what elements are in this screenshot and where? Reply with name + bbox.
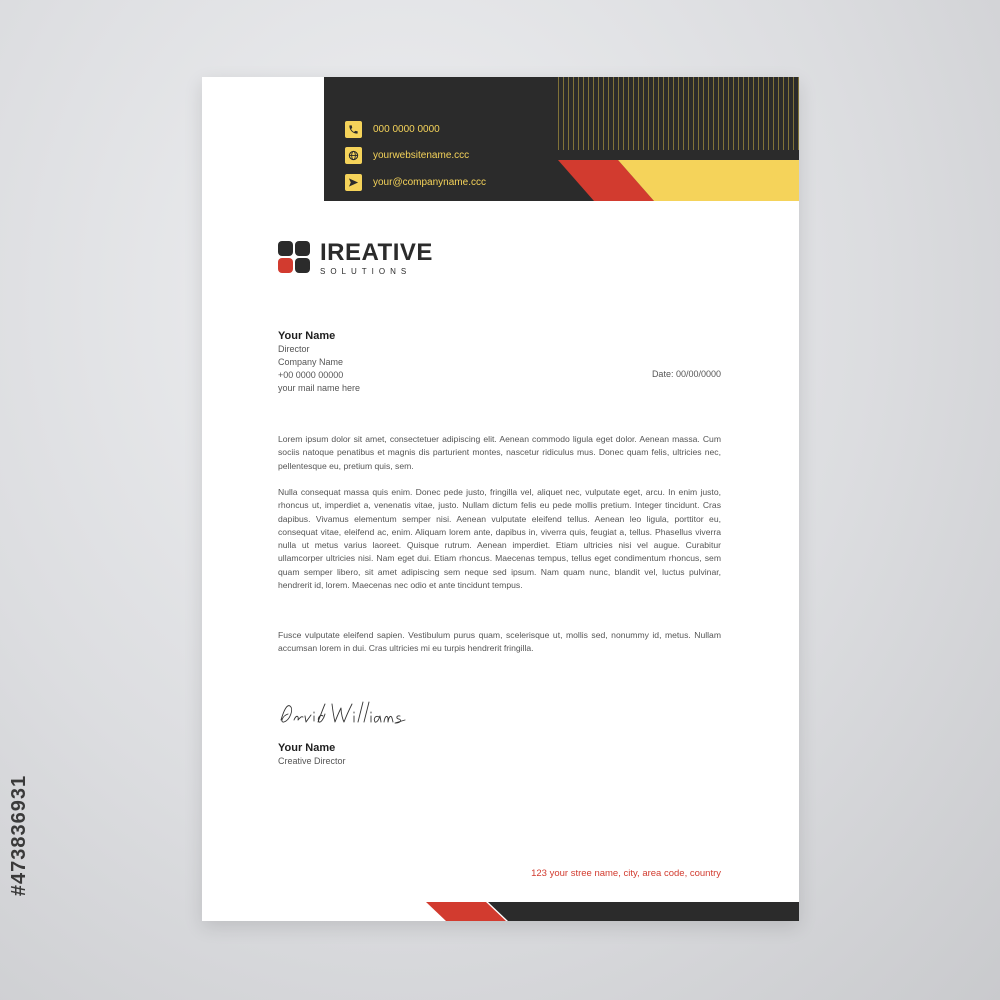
logo-mark-icon [278, 241, 310, 273]
company-address: 123 your stree name, city, area code, country [531, 868, 721, 879]
logo-title: IREATIVE [320, 239, 433, 266]
contact-phone-text: 000 0000 0000 [373, 124, 440, 135]
send-icon [345, 174, 362, 191]
body-paragraph-1: Lorem ipsum dolor sit amet, consectetuer adipiscing elit. Aenean commodo ligula eget dolor. Aenean massa. Cum sociis natoque penatibus et magnis dis parturient montes, nascetur ridiculus mus. Donec quam felis, ultricies nec, pellentesque eu, pretium quis, sem. [278, 434, 721, 471]
contact-website[interactable] [345, 147, 469, 164]
signer-title: Creative Director [278, 756, 346, 766]
contact-email[interactable] [345, 174, 486, 191]
logo-subtitle: SOLUTIONS [320, 267, 412, 276]
recipient-block [278, 329, 360, 395]
recipient-phone: +00 0000 00000 [278, 370, 344, 380]
recipient-name: Your Name [278, 330, 336, 342]
phone-icon [345, 121, 362, 138]
globe-icon [345, 147, 362, 164]
company-logo [278, 241, 433, 276]
recipient-title: Director [278, 344, 310, 354]
header-band [324, 77, 799, 201]
recipient-email: your mail name here [278, 383, 361, 393]
signer-block [278, 741, 346, 768]
contact-phone[interactable] [345, 121, 440, 138]
letter-date: Date: 00/00/0000 [651, 369, 721, 379]
letterhead-page [202, 77, 799, 921]
recipient-company: Company Name [278, 357, 344, 367]
footer-band [426, 902, 799, 921]
body-paragraph-2: Nulla consequat massa quis enim. Donec pede justo, fringilla vel, aliquet nec, vulputate eget, arcu. In enim justo, rhoncus ut, imperdiet a, venenatis vitae, justo. Nullam dictum felis eu pede mollis pretium. Integer tincidunt. Cras dapibus. Vivamus elementum semper nisi. Aenean vulputate eleifend tellus. Aenean leo ligula, porttitor eu, consequat vitae, eleifend ac, enim. Aliquam lorem ante, dapibus in, viverra quis, feugiat a, tellus. Phasellus viverra nulla ut metus varius laoreet. Quisque rutrum. Aenean imperdiet. Etiam ultricies nisi vel augue. Curabitur ullamcorper ultricies nisi. Nam eget dui. Etiam rhoncus. Maecenas tempus, tellus eget condimentum rhoncus, sem quam semper libero, sit amet adipiscing sem neque sed ipsum. Nam quam nunc, blandit vel, luctus pulvinar, hendrerit id, lorem. Maecenas nec odio et ante tincidunt tempus. [278, 487, 721, 591]
contact-website-text: yourwebsitename.ccc [373, 150, 470, 161]
handwritten-signature [278, 696, 408, 728]
stock-id-text: #473836931 [8, 774, 31, 896]
body-paragraph-3: Fusce vulputate eleifend sapien. Vestibulum purus quam, scelerisque ut, mollis sed, nonummy id, metus. Nullam accumsan lorem in dui. Cras ultricies mi eu turpis hendrerit fringilla. [278, 630, 721, 654]
footer-dark-shape [488, 902, 799, 921]
contact-email-text: your@companyname.ccc [373, 177, 486, 188]
signer-name: Your Name [278, 742, 336, 754]
